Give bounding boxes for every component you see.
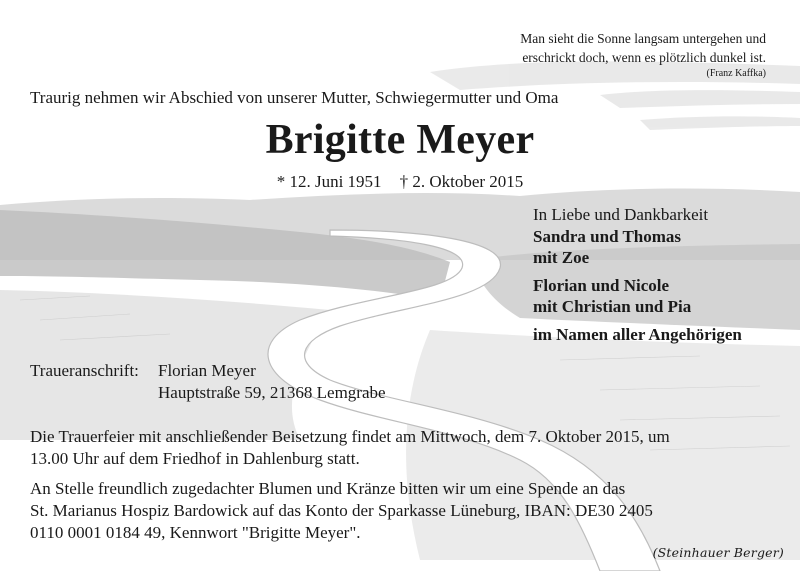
death-date: † 2. Oktober 2015 — [399, 172, 524, 191]
donation-line-1: An Stelle freundlich zugedachter Blumen und Kränze bitten wir um eine Spende an das — [30, 479, 626, 498]
undertaker-signature: (Steinhauer Berger) — [652, 545, 784, 560]
mourner-line: mit Zoe — [533, 248, 590, 267]
quote-line-2: erschrickt doch, wenn es plötzlich dunkel ist. — [522, 50, 766, 65]
mourner-line: Florian und Nicole — [533, 275, 670, 295]
mourners-intro: In Liebe und Dankbarkeit — [533, 205, 709, 224]
donation-line-2: St. Marianus Hospiz Bardowick auf das Konto der Sparkasse Lüneburg, IBAN: DE30 2405 — [30, 501, 653, 520]
mourner-line: Sandra und Thomas — [533, 226, 682, 246]
address-street: Hauptstraße 59, 21368 Lemgrabe — [158, 383, 386, 402]
intro-text: Traurig nehmen wir Abschied von unserer Mutter, Schwiegermutter und Oma — [30, 88, 559, 107]
mourners-block — [533, 204, 742, 345]
quote-line-1: Man sieht die Sonne langsam untergehen und — [520, 31, 766, 46]
address-label: Traueranschrift: — [30, 361, 139, 380]
ceremony-line-1: Die Trauerfeier mit anschließender Beisetzung findet am Mittwoch, dem 7. Oktober 2015, um — [30, 427, 670, 446]
mourner-line: im Namen aller Angehörigen — [533, 324, 742, 344]
mourning-address — [30, 360, 386, 404]
birth-date: * 12. Juni 1951 — [276, 172, 382, 191]
donation-line-3: 0110 0001 0184 49, Kennwort "Brigitte Meyer". — [30, 523, 361, 542]
quote-block — [520, 29, 766, 80]
donation-paragraph — [30, 478, 653, 544]
ceremony-line-2: 13.00 Uhr auf dem Friedhof in Dahlenburg statt. — [30, 449, 360, 468]
ceremony-paragraph — [30, 426, 670, 470]
deceased-name: Brigitte Meyer — [265, 117, 535, 163]
life-dates — [0, 172, 800, 192]
address-name: Florian Meyer — [158, 361, 256, 380]
quote-source: (Franz Kaffka) — [706, 68, 766, 79]
mourner-line: mit Christian und Pia — [533, 297, 692, 316]
